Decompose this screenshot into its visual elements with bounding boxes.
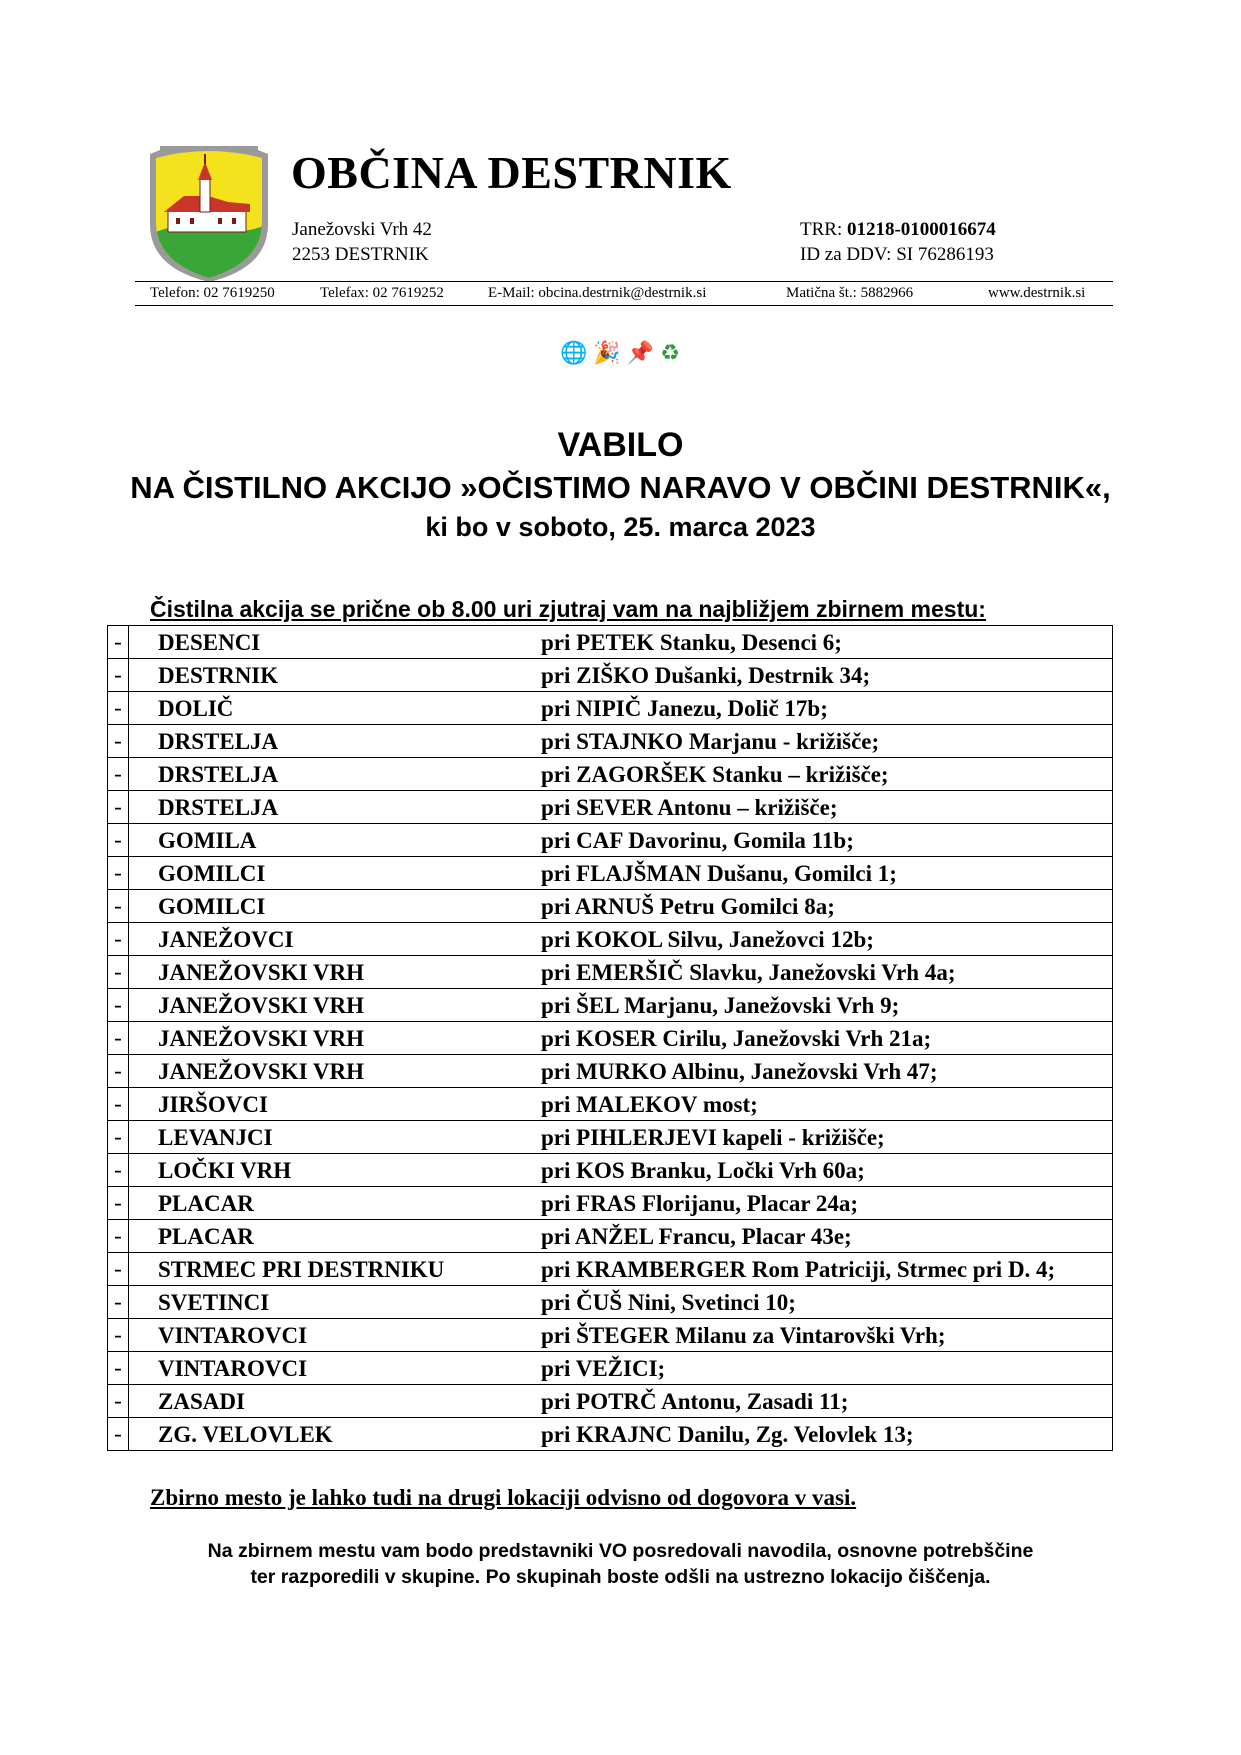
meeting-point: pri NIPIČ Janezu, Dolič 17b; <box>541 696 828 721</box>
address-line-2: 2253 DESTRNIK <box>292 244 429 265</box>
table-row <box>108 1253 1113 1286</box>
row-content <box>129 1055 1113 1088</box>
locations-table <box>107 625 1113 1451</box>
village-name: JANEŽOVSKI VRH <box>158 1026 364 1051</box>
row-dash: - <box>108 659 129 692</box>
village-name: DESTRNIK <box>158 663 279 688</box>
meeting-point: pri ARNUŠ Petru Gomilci 8a; <box>541 894 835 919</box>
organization-name: OBČINA DESTRNIK <box>291 147 732 198</box>
row-content <box>129 626 1113 659</box>
table-row <box>108 725 1113 758</box>
meeting-point: pri KOSER Cirilu, Janežovski Vrh 21a; <box>541 1026 932 1051</box>
village-name: ZASADI <box>158 1389 245 1414</box>
meeting-point: pri ZIŠKO Dušanki, Destrnik 34; <box>541 663 871 688</box>
village-name: DESENCI <box>158 630 261 655</box>
intro-text: Čistilna akcija se prične ob 8.00 uri zjutraj vam na najbližjem zbirnem mestu: <box>150 596 986 622</box>
meeting-point: pri ŠEL Marjanu, Janežovski Vrh 9; <box>541 993 900 1018</box>
row-content <box>129 758 1113 791</box>
table-row <box>108 1319 1113 1352</box>
table-row <box>108 857 1113 890</box>
row-content <box>129 1088 1113 1121</box>
row-dash: - <box>108 890 129 923</box>
row-content <box>129 791 1113 824</box>
row-dash: - <box>108 1286 129 1319</box>
village-name: LEVANJCI <box>158 1125 273 1150</box>
header-divider-bottom <box>135 305 1113 306</box>
meeting-point: pri EMERŠIČ Slavku, Janežovski Vrh 4a; <box>541 960 956 985</box>
meeting-point: pri MALEKOV most; <box>541 1092 758 1117</box>
party-popper-icon: 🎉 <box>593 340 621 365</box>
village-name: DRSTELJA <box>158 795 279 820</box>
row-dash: - <box>108 923 129 956</box>
table-row <box>108 1352 1113 1385</box>
contact-phone: Telefon: 02 7619250 <box>150 285 275 301</box>
village-name: JANEŽOVSKI VRH <box>158 1059 364 1084</box>
row-dash: - <box>108 1253 129 1286</box>
row-dash: - <box>108 626 129 659</box>
table-row <box>108 1154 1113 1187</box>
invitation-date: ki bo v soboto, 25. marca 2023 <box>425 512 816 542</box>
meeting-point: pri ZAGORŠEK Stanku – križišče; <box>541 762 889 787</box>
row-content <box>129 1352 1113 1385</box>
meeting-point: pri MURKO Albinu, Janežovski Vrh 47; <box>541 1059 938 1084</box>
table-row <box>108 1286 1113 1319</box>
table-row <box>108 626 1113 659</box>
village-name: GOMILCI <box>158 894 266 919</box>
row-content <box>129 1154 1113 1187</box>
invitation-subtitle: NA ČISTILNO AKCIJO »OČISTIMO NARAVO V OBČINI DESTRNIK«, <box>130 470 1111 505</box>
table-row <box>108 791 1113 824</box>
row-dash: - <box>108 725 129 758</box>
globe-icon: 🌐 <box>560 340 588 365</box>
contact-fax: Telefax: 02 7619252 <box>320 285 444 301</box>
village-name: JANEŽOVCI <box>158 927 294 952</box>
meeting-point: pri PIHLERJEVI kapeli - križišče; <box>541 1125 885 1150</box>
row-content <box>129 1220 1113 1253</box>
meeting-point: pri KRAJNC Danilu, Zg. Velovlek 13; <box>541 1422 914 1447</box>
row-dash: - <box>108 1418 129 1451</box>
village-name: DRSTELJA <box>158 762 279 787</box>
village-name: VINTAROVCI <box>158 1323 308 1348</box>
table-row <box>108 824 1113 857</box>
village-name: DOLIČ <box>158 696 234 721</box>
footer-line-1: Na zbirnem mestu vam bodo predstavniki VO posredovali navodila, osnovne potrebščine <box>207 1540 1034 1562</box>
table-row <box>108 890 1113 923</box>
meeting-point: pri ČUŠ Nini, Svetinci 10; <box>541 1290 796 1315</box>
meeting-point: pri KRAMBERGER Rom Patriciji, Strmec pri D. 4; <box>541 1257 1056 1282</box>
row-dash: - <box>108 1319 129 1352</box>
table-row <box>108 1385 1113 1418</box>
row-dash: - <box>108 1154 129 1187</box>
row-content <box>129 1286 1113 1319</box>
address-line-1: Janežovski Vrh 42 <box>292 219 432 240</box>
meeting-point: pri PETEK Stanku, Desenci 6; <box>541 630 842 655</box>
village-name: STRMEC PRI DESTRNIKU <box>158 1257 445 1282</box>
table-row <box>108 1022 1113 1055</box>
table-row <box>108 1418 1113 1451</box>
row-dash: - <box>108 989 129 1022</box>
village-name: PLACAR <box>158 1191 254 1216</box>
row-dash: - <box>108 1187 129 1220</box>
row-dash: - <box>108 1352 129 1385</box>
village-name: ZG. VELOVLEK <box>158 1422 333 1447</box>
meeting-point: pri CAF Davorinu, Gomila 11b; <box>541 828 854 853</box>
table-row <box>108 989 1113 1022</box>
table-row <box>108 1055 1113 1088</box>
table-row <box>108 1220 1113 1253</box>
contact-website[interactable]: www.destrnik.si <box>988 285 1086 301</box>
row-dash: - <box>108 1121 129 1154</box>
meeting-point: pri POTRČ Antonu, Zasadi 11; <box>541 1389 849 1414</box>
pushpin-icon: 📌 <box>626 340 655 365</box>
row-content <box>129 692 1113 725</box>
village-name: PLACAR <box>158 1224 254 1249</box>
row-content <box>129 1022 1113 1055</box>
row-dash: - <box>108 1220 129 1253</box>
village-name: VINTAROVCI <box>158 1356 308 1381</box>
row-content <box>129 890 1113 923</box>
village-name: GOMILCI <box>158 861 266 886</box>
decorative-icons <box>560 338 680 368</box>
meeting-point: pri STAJNKO Marjanu - križišče; <box>541 729 880 754</box>
village-name: JIRŠOVCI <box>158 1092 268 1117</box>
header-divider-top <box>135 281 1113 282</box>
row-content <box>129 725 1113 758</box>
contact-row <box>150 285 1100 305</box>
village-name: DRSTELJA <box>158 729 279 754</box>
footer-line-2: ter razporedili v skupine. Po skupinah boste odšli na ustrezno lokacijo čiščenja. <box>250 1566 991 1588</box>
table-row <box>108 1187 1113 1220</box>
meeting-point: pri KOKOL Silvu, Janežovci 12b; <box>541 927 874 952</box>
row-content <box>129 956 1113 989</box>
village-name: GOMILA <box>158 828 257 853</box>
trr-label: TRR: <box>800 219 847 240</box>
trr-line <box>800 219 996 241</box>
meeting-point: pri ŠTEGER Milanu za Vintarovški Vrh; <box>541 1323 946 1348</box>
table-row <box>108 1088 1113 1121</box>
row-dash: - <box>108 1055 129 1088</box>
coat-of-arms-icon <box>146 144 272 282</box>
village-name: SVETINCI <box>158 1290 270 1315</box>
row-dash: - <box>108 824 129 857</box>
invitation-title: VABILO <box>557 426 684 464</box>
village-name: LOČKI VRH <box>158 1158 292 1183</box>
row-content <box>129 1253 1113 1286</box>
meeting-point: pri FLAJŠMAN Dušanu, Gomilci 1; <box>541 861 897 886</box>
row-content <box>129 1319 1113 1352</box>
row-content <box>129 659 1113 692</box>
meeting-point: pri FRAS Florijanu, Placar 24a; <box>541 1191 859 1216</box>
row-dash: - <box>108 1022 129 1055</box>
table-row <box>108 956 1113 989</box>
contact-email[interactable]: E-Mail: obcina.destrnik@destrnik.si <box>488 285 707 301</box>
row-content <box>129 1187 1113 1220</box>
row-content <box>129 1385 1113 1418</box>
village-name: JANEŽOVSKI VRH <box>158 993 364 1018</box>
table-row <box>108 758 1113 791</box>
row-content <box>129 923 1113 956</box>
row-dash: - <box>108 692 129 725</box>
contact-registration-number: Matična št.: 5882966 <box>786 285 914 301</box>
village-name: JANEŽOVSKI VRH <box>158 960 364 985</box>
meeting-point: pri VEŽICI; <box>541 1356 666 1381</box>
row-dash: - <box>108 956 129 989</box>
recycle-icon: ♻ <box>660 340 680 365</box>
row-content <box>129 1418 1113 1451</box>
row-dash: - <box>108 758 129 791</box>
row-content <box>129 857 1113 890</box>
row-content <box>129 989 1113 1022</box>
table-row <box>108 1121 1113 1154</box>
table-row <box>108 923 1113 956</box>
table-row <box>108 692 1113 725</box>
trr-value: 01218-0100016674 <box>846 219 996 240</box>
row-dash: - <box>108 857 129 890</box>
table-row <box>108 659 1113 692</box>
meeting-point: pri ANŽEL Francu, Placar 43e; <box>541 1224 852 1249</box>
row-dash: - <box>108 1088 129 1121</box>
row-content <box>129 824 1113 857</box>
location-note: Zbirno mesto je lahko tudi na drugi lokaciji odvisno od dogovora v vasi. <box>150 1485 857 1510</box>
row-dash: - <box>108 791 129 824</box>
row-dash: - <box>108 1385 129 1418</box>
row-content <box>129 1121 1113 1154</box>
meeting-point: pri KOS Branku, Ločki Vrh 60a; <box>541 1158 865 1183</box>
vat-id: ID za DDV: SI 76286193 <box>800 244 994 265</box>
meeting-point: pri SEVER Antonu – križišče; <box>541 795 838 820</box>
